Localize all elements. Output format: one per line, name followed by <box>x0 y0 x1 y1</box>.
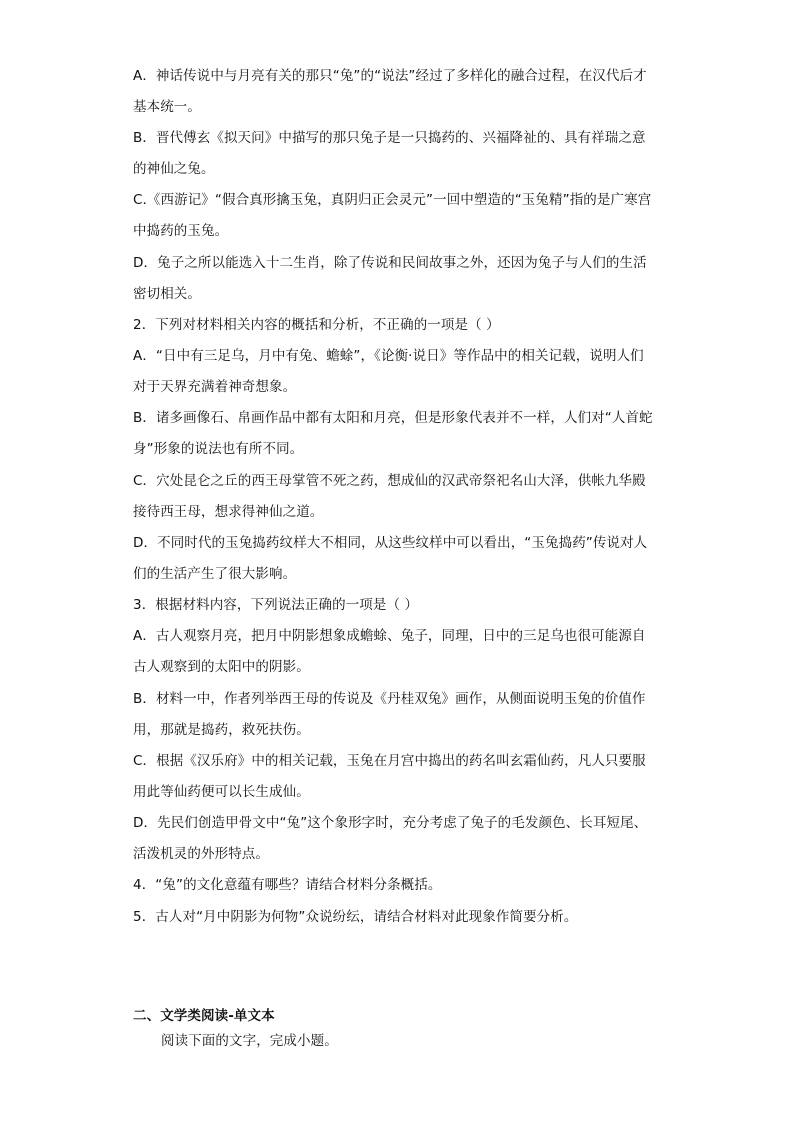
q2-option-b-line-2: 身”形象的说法也有所不同。 <box>133 441 304 457</box>
option-d-line-1: D．兔子之所以能选入十二生肖，除了传说和民间故事之外，还因为兔子与人们的生活 <box>133 255 647 271</box>
option-c-line-1: C.《西游记》“假合真形擒玉兔，真阴归正会灵元”一回中塑造的“玉兔精”指的是广寒宫 <box>133 192 652 208</box>
q2-option-b-line-1: B．诸多画像石、帛画作品中都有太阳和月亮，但是形象代表并不一样，人们对“人首蛇 <box>133 410 653 426</box>
option-b-line-2: 的神仙之兔。 <box>133 161 215 177</box>
q2-option-c-line-1: C．穴处昆仑之丘的西王母掌管不死之药，想成仙的汉武帝祭祀名山大泽，供帐九华殿 <box>133 473 646 489</box>
q3-option-b-line-1: B．材料一中，作者列举西王母的传说及《丹桂双兔》画作，从侧面说明玉兔的价值作 <box>133 691 646 707</box>
q3-option-a-line-2: 古人观察到的太阳中的阴影。 <box>133 659 310 675</box>
q3-option-d-line-2: 活泼机灵的外形特点。 <box>133 846 269 862</box>
q3-option-d-line-1: D．先民们创造甲骨文中“兔”这个象形字时，充分考虑了兔子的毛发颜色、长耳短尾、 <box>133 815 648 831</box>
section-title: 二、文学类阅读-单文本 <box>133 1008 275 1024</box>
q3-option-a-line-1: A．古人观察月亮，把月中阴影想象成蟾蜍、兔子，同理，日中的三足乌也很可能源自 <box>133 628 646 644</box>
question-3: 3．根据材料内容，下列说法正确的一项是（ ） <box>133 597 419 613</box>
option-b-line-1: B．晋代傅玄《拟天问》中描写的那只兔子是一只捣药的、兴福降祉的、具有祥瑞之意 <box>133 130 646 146</box>
question-4: 4．“兔”的文化意蕴有哪些？请结合材料分条概括。 <box>133 877 442 893</box>
option-d-line-2: 密切相关。 <box>133 286 201 302</box>
option-a-line-1: A．神话传说中与月亮有关的那只“兔”的“说法”经过了多样化的融合过程，在汉代后才 <box>133 68 647 84</box>
q2-option-d-line-1: D．不同时代的玉兔捣药纹样大不相同，从这些纹样中可以看出，“玉兔捣药”传说对人 <box>133 535 648 551</box>
reading-instruction: 阅读下面的文字，完成小题。 <box>161 1033 338 1049</box>
q2-option-c-line-2: 接待西王母，想求得神仙之道。 <box>133 504 324 520</box>
option-c-line-2: 中捣药的玉兔。 <box>133 223 229 239</box>
q2-option-a-line-2: 对于天界充满着神奇想象。 <box>133 379 297 395</box>
option-a-line-2: 基本统一。 <box>133 99 201 115</box>
question-2: 2．下列对材料相关内容的概括和分析，不正确的一项是（ ） <box>133 317 500 333</box>
q2-option-d-line-2: 们的生活产生了很大影响。 <box>133 566 297 582</box>
q2-option-a-line-1: A．“日中有三足乌，月中有兔、蟾蜍”，《论衡·说日》等作品中的相关记载，说明人们 <box>133 348 644 364</box>
q3-option-c-line-1: C．根据《汉乐府》中的相关记载，玉兔在月宫中捣出的药名叫玄霜仙药，凡人只要服 <box>133 753 646 769</box>
q3-option-b-line-2: 用，那就是捣药，救死扶伤。 <box>133 722 310 738</box>
question-5: 5．古人对“月中阴影为何物”众说纷纭，请结合材料对此现象作简要分析。 <box>133 909 578 925</box>
q3-option-c-line-2: 用此等仙药便可以长生成仙。 <box>133 784 310 800</box>
